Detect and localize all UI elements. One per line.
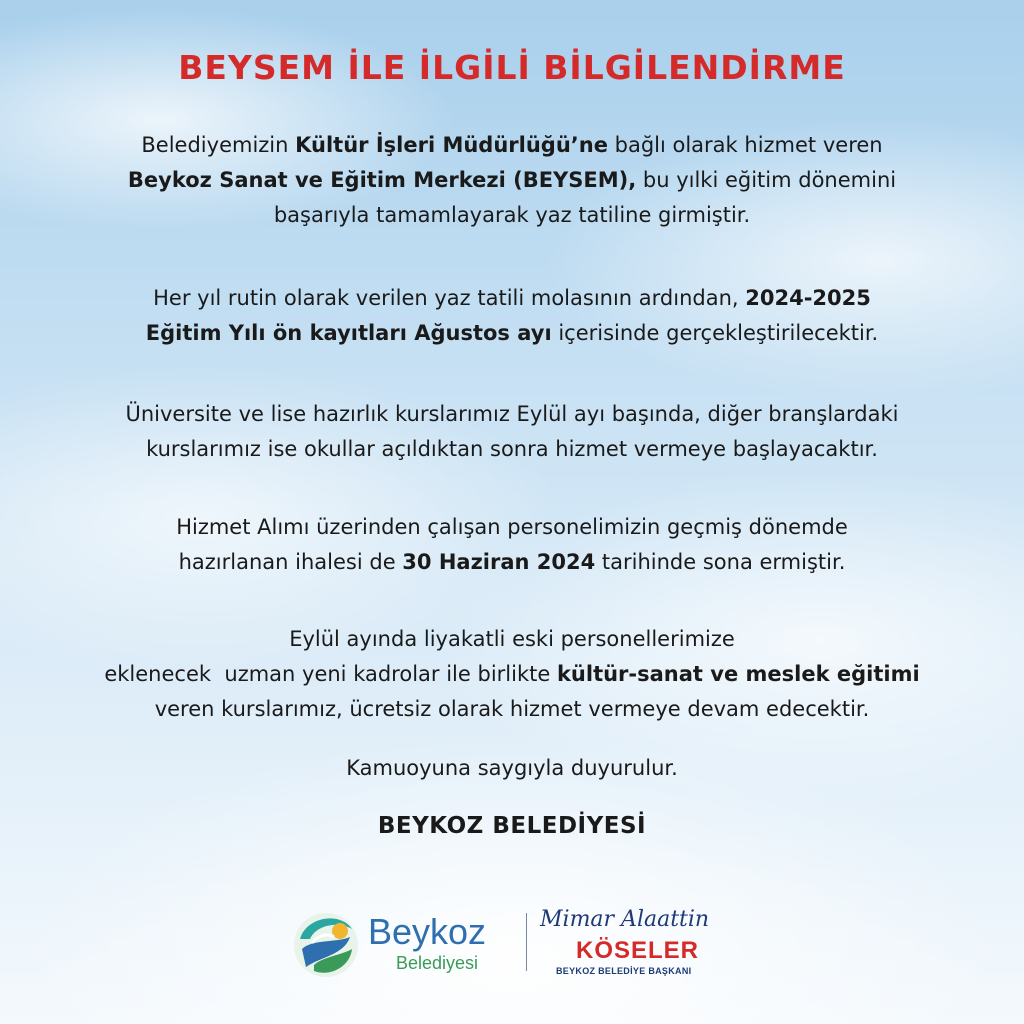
paragraph-courses	[0, 397, 1024, 467]
footer-divider	[526, 913, 527, 971]
beykoz-logo-icon	[292, 909, 360, 979]
text-span: içerisinde gerçekleştirilecektir.	[551, 321, 879, 345]
paragraph-personnel	[0, 510, 1024, 580]
text-line: kurslarımız ise okullar açıldıktan sonra hizmet vermeye başlayacaktır.	[146, 437, 878, 461]
text-line	[0, 163, 1024, 198]
text-line	[0, 545, 1024, 580]
beykoz-logo-name: Beykoz	[368, 911, 487, 952]
text-line: başarıyla tamamlayarak yaz tatiline girmiştir.	[273, 203, 751, 227]
paragraph-registration	[0, 281, 1024, 351]
text-span: Belediyemizin	[141, 133, 296, 157]
text-line: Eylül ayında liyakatli eski personellerimize	[289, 627, 735, 651]
paragraph-beysem-intro	[0, 128, 1024, 233]
bold-text: Kültür İşleri Müdürlüğü’ne	[295, 133, 608, 157]
signature: BEYKOZ BELEDİYESİ	[377, 813, 647, 839]
bold-text: Eğitim Yılı ön kayıtları Ağustos ayı	[145, 321, 552, 345]
closing-line: Kamuoyuna saygıyla duyurulur.	[346, 756, 678, 780]
text-span: bağlı olarak hizmet veren	[607, 133, 883, 157]
text-line	[0, 281, 1024, 316]
bold-text: 2024-2025	[745, 286, 871, 310]
text-line	[0, 657, 1024, 692]
mayor-name: KÖSELER	[576, 937, 700, 964]
bold-text: kültür-sanat ve meslek eğitimi	[556, 662, 920, 686]
text-span: hazırlanan ihalesi de	[178, 550, 403, 574]
text-line: Hizmet Alımı üzerinden çalışan personelimizin geçmiş dönemde	[176, 515, 848, 539]
bold-text: Beykoz Sanat ve Eğitim Merkezi (BEYSEM),	[127, 168, 637, 192]
bold-text: 30 Haziran 2024	[402, 550, 596, 574]
text-line: Üniversite ve lise hazırlık kurslarımız Eylül ayı başında, diğer branşlardaki	[125, 402, 899, 426]
paragraph-new-staff	[0, 622, 1024, 727]
text-line	[0, 128, 1024, 163]
page-title: BEYSEM İLE İLGİLİ BİLGİLENDİRME	[178, 48, 846, 87]
text-span: eklenecek uzman yeni kadrolar ile birlikte	[104, 662, 557, 686]
text-span: tarihinde sona ermiştir.	[595, 550, 846, 574]
beykoz-logo-subtitle: Belediyesi	[396, 953, 479, 973]
mayor-title: BEYKOZ BELEDİYE BAŞKANI	[556, 966, 692, 976]
text-line	[0, 316, 1024, 351]
beykoz-logo-svg	[292, 909, 360, 979]
text-line: veren kurslarımız, ücretsiz olarak hizmet vermeye devam edecektir.	[154, 697, 870, 721]
footer-logos	[288, 905, 748, 985]
mayor-signature-script: Mimar Alaattin	[540, 907, 710, 932]
text-span: bu yılki eğitim dönemini	[636, 168, 897, 192]
text-span: Her yıl rutin olarak verilen yaz tatili molasının ardından,	[153, 286, 746, 310]
